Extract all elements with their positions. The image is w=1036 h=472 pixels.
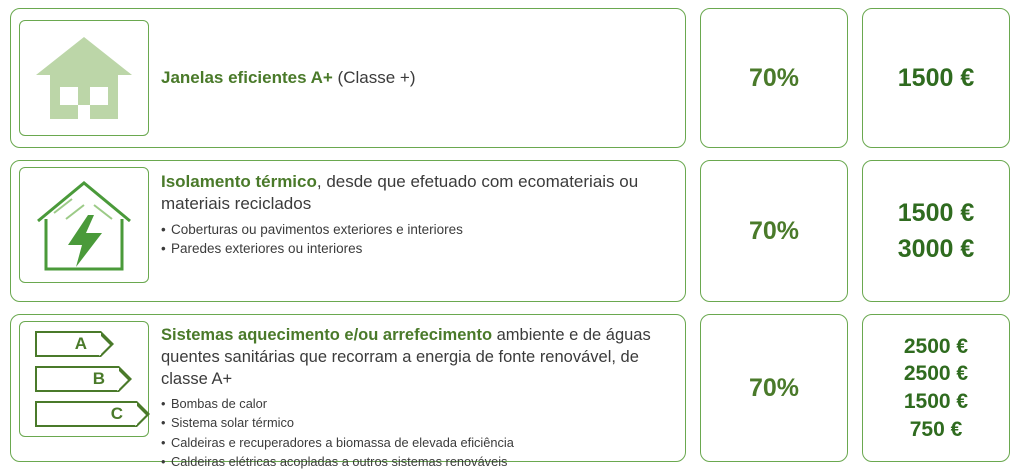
percentage-value: 70%	[748, 373, 800, 402]
description-lead	[161, 67, 677, 89]
description-text	[161, 67, 677, 89]
energy-class-b: B	[35, 366, 119, 392]
energy-class-a: A	[35, 331, 101, 357]
amount-value: 3000 €	[897, 235, 975, 263]
list-item: • Caldeiras e recuperadores a biomassa de elevada eficiência	[161, 433, 677, 452]
description-lead	[161, 171, 677, 216]
percentage-value: 70%	[748, 216, 800, 245]
list-item: • Bombas de calor	[161, 394, 677, 413]
percentage-cell	[700, 8, 848, 148]
list-item: • Caldeiras elétricas acopladas a outros sistemas renováveis	[161, 452, 677, 471]
description-text	[161, 321, 677, 471]
row-title: Janelas eficientes A+	[161, 67, 333, 87]
table-row	[10, 314, 1026, 469]
description-cell	[10, 8, 686, 148]
description-cell	[10, 314, 686, 469]
list-item: • Sistema solar térmico	[161, 413, 677, 432]
amount-value: 1500 €	[897, 63, 975, 92]
energy-class-c: C	[35, 401, 137, 427]
row-title: Isolamento térmico	[161, 172, 317, 191]
row-title-rest: , desde que efetuado com ecomateriais ou materiais reciclados	[161, 172, 639, 214]
row-title: Sistemas aquecimento e/ou arrefecimento	[161, 326, 493, 344]
amount-value: 1500 €	[897, 198, 975, 227]
description-cell	[10, 160, 686, 302]
house-insulation-bolt-icon	[19, 167, 149, 283]
row-title-rest: ambiente e de águas quentes sanitárias que recorram a energia de fonte renovável, de classe A+	[161, 326, 651, 388]
table-row	[10, 160, 1026, 302]
description-lead	[161, 325, 677, 390]
amount-value: 2500 €	[903, 362, 969, 386]
percentage-value: 70%	[748, 63, 800, 92]
amount-cell	[862, 160, 1010, 302]
percentage-cell	[700, 160, 848, 302]
bullet-list	[161, 220, 677, 258]
amount-cell	[862, 8, 1010, 148]
percentage-cell	[700, 314, 848, 462]
row-title-rest: (Classe +)	[332, 67, 416, 87]
list-item: • Coberturas ou pavimentos exteriores e interiores	[161, 220, 677, 239]
table-row	[10, 8, 1026, 148]
house-icon	[19, 20, 149, 136]
amount-cell	[862, 314, 1010, 462]
list-item: • Paredes exteriores ou interiores	[161, 239, 677, 258]
description-text	[161, 167, 677, 258]
energy-rating-labels-icon	[19, 321, 149, 437]
bullet-list	[161, 394, 677, 471]
energy-labels	[31, 331, 137, 427]
amount-value: 2500 €	[903, 334, 969, 358]
amount-value: 1500 €	[903, 390, 969, 413]
amount-value: 750 €	[909, 417, 963, 441]
